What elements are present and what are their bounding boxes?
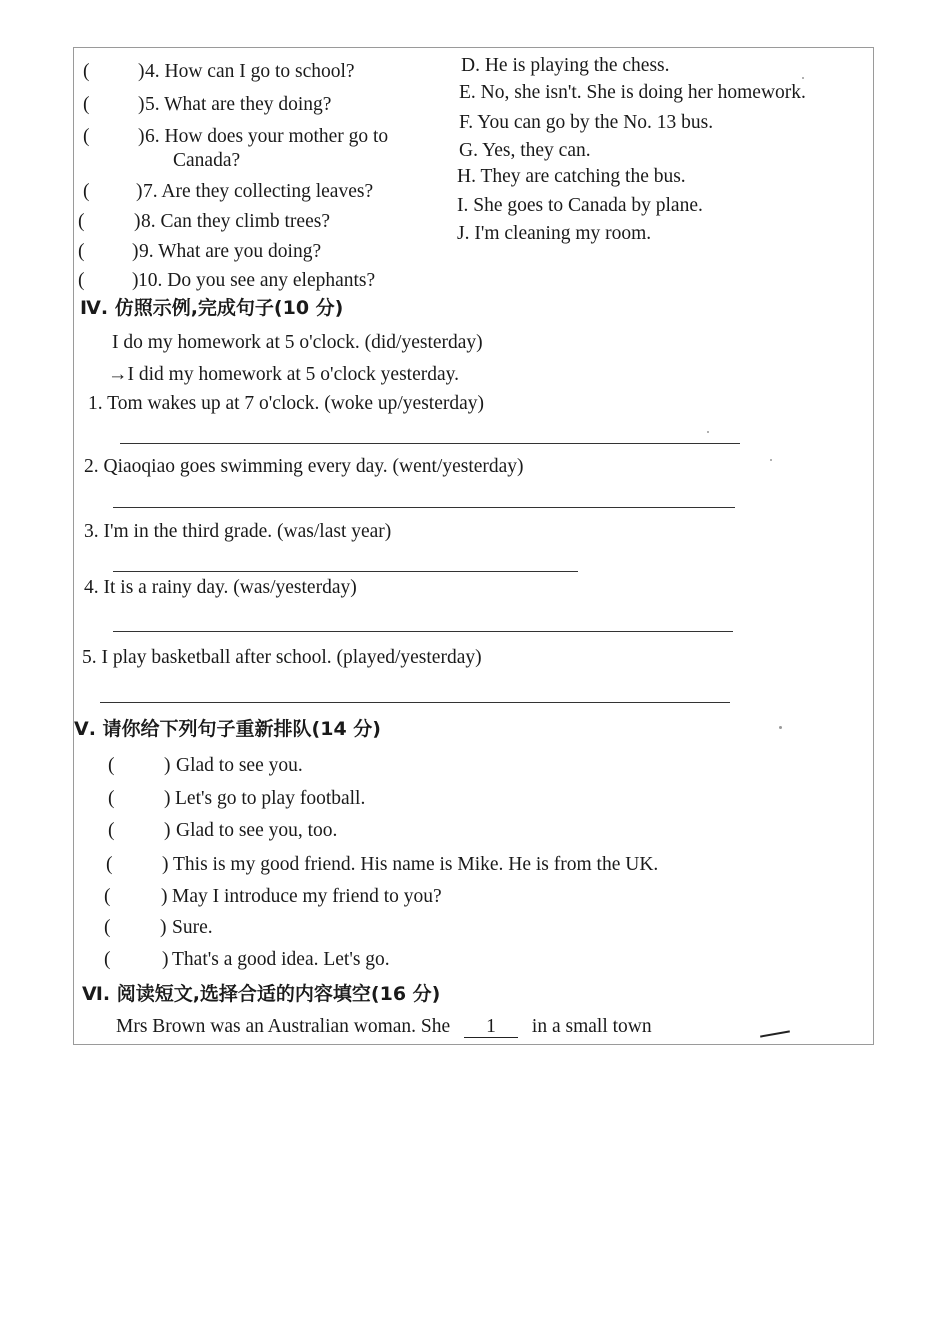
order-paren-open: ( [106, 854, 113, 875]
answer-i: I. She goes to Canada by plane. [457, 195, 703, 216]
section-5-title: Ⅴ. 请你给下列句子重新排队(14 分) [74, 718, 381, 740]
answer-j: J. I'm cleaning my room. [457, 223, 652, 244]
answer-line-2[interactable] [113, 507, 735, 508]
paren-close: ) [132, 241, 139, 262]
rewrite-item-1: 1. Tom wakes up at 7 o'clock. (woke up/yesterday) [88, 393, 485, 414]
paren-close: ) [138, 61, 145, 82]
question-8: 8. Can they climb trees? [141, 211, 330, 232]
section-4-title: Ⅳ. 仿照示例,完成句子(10 分) [80, 297, 344, 319]
answer-line-4[interactable] [113, 631, 733, 632]
paren-close: ) [136, 181, 143, 202]
order-paren-close: ) [160, 917, 167, 938]
order-paren-close: ) [164, 820, 171, 841]
order-paren-open: ( [104, 949, 111, 970]
paren-open: ( [78, 270, 85, 291]
paren-open: ( [83, 94, 90, 115]
answer-line-3[interactable] [113, 571, 578, 572]
question-7: 7. Are they collecting leaves? [143, 181, 374, 202]
paren-close: ) [138, 94, 145, 115]
order-item-6: Sure. [172, 917, 213, 938]
question-4: 4. How can I go to school? [145, 61, 355, 82]
question-6-continuation: Canada? [173, 150, 241, 171]
answer-h: H. They are catching the bus. [457, 166, 686, 187]
paren-open: ( [78, 211, 85, 232]
passage-text-after: in a small town [531, 1016, 652, 1037]
paren-close: ) [134, 211, 141, 232]
order-item-1: Glad to see you. [176, 755, 303, 776]
order-paren-open: ( [104, 886, 111, 907]
order-item-2: Let's go to play football. [175, 788, 366, 809]
order-paren-open: ( [108, 788, 115, 809]
passage-text-before: Mrs Brown was an Australian woman. She [116, 1016, 451, 1037]
order-paren-close: ) [164, 755, 171, 776]
section-6-title: Ⅵ. 阅读短文,选择合适的内容填空(16 分) [82, 983, 441, 1005]
question-9: 9. What are you doing? [139, 241, 322, 262]
rewrite-item-2: 2. Qiaoqiao goes swimming every day. (went/yesterday) [84, 456, 524, 477]
order-item-4: This is my good friend. His name is Mike. He is from the UK. [173, 854, 659, 875]
order-item-7: That's a good idea. Let's go. [172, 949, 390, 970]
answer-line-1[interactable] [120, 443, 740, 444]
scan-speck [779, 726, 782, 729]
order-paren-close: ) [162, 854, 169, 875]
rewrite-item-4: 4. It is a rainy day. (was/yesterday) [84, 577, 357, 598]
order-paren-close: ) [164, 788, 171, 809]
paren-close: ) [138, 126, 145, 147]
example-sentence: I do my homework at 5 o'clock. (did/yesterday) [112, 332, 483, 353]
question-6: 6. How does your mother go to [145, 126, 389, 147]
answer-d: D. He is playing the chess. [461, 55, 670, 76]
answer-g: G. Yes, they can. [459, 140, 591, 161]
passage-blank-1[interactable]: 1 [464, 1017, 518, 1038]
paren-close: ) [132, 270, 139, 291]
paren-open: ( [83, 181, 90, 202]
example-answer: →I did my homework at 5 o'clock yesterday. [108, 364, 459, 385]
question-10: 10. Do you see any elephants? [138, 270, 376, 291]
order-item-5: May I introduce my friend to you? [172, 886, 442, 907]
order-paren-open: ( [104, 917, 111, 938]
order-paren-close: ) [162, 949, 169, 970]
passage-line [116, 1017, 652, 1038]
rewrite-item-3: 3. I'm in the third grade. (was/last year) [84, 521, 392, 542]
order-paren-open: ( [108, 820, 115, 841]
answer-f: F. You can go by the No. 13 bus. [459, 112, 714, 133]
paren-open: ( [83, 61, 90, 82]
order-paren-open: ( [108, 755, 115, 776]
order-item-3: Glad to see you, too. [176, 820, 338, 841]
paren-open: ( [78, 241, 85, 262]
question-5: 5. What are they doing? [145, 94, 332, 115]
paren-open: ( [83, 126, 90, 147]
scan-speck [707, 431, 709, 433]
scan-speck [770, 459, 772, 461]
answer-line-5[interactable] [100, 702, 730, 703]
rewrite-item-5: 5. I play basketball after school. (played/yesterday) [82, 647, 482, 668]
order-paren-close: ) [161, 886, 168, 907]
scan-speck [802, 77, 804, 79]
answer-e: E. No, she isn't. She is doing her homework. [459, 82, 806, 103]
